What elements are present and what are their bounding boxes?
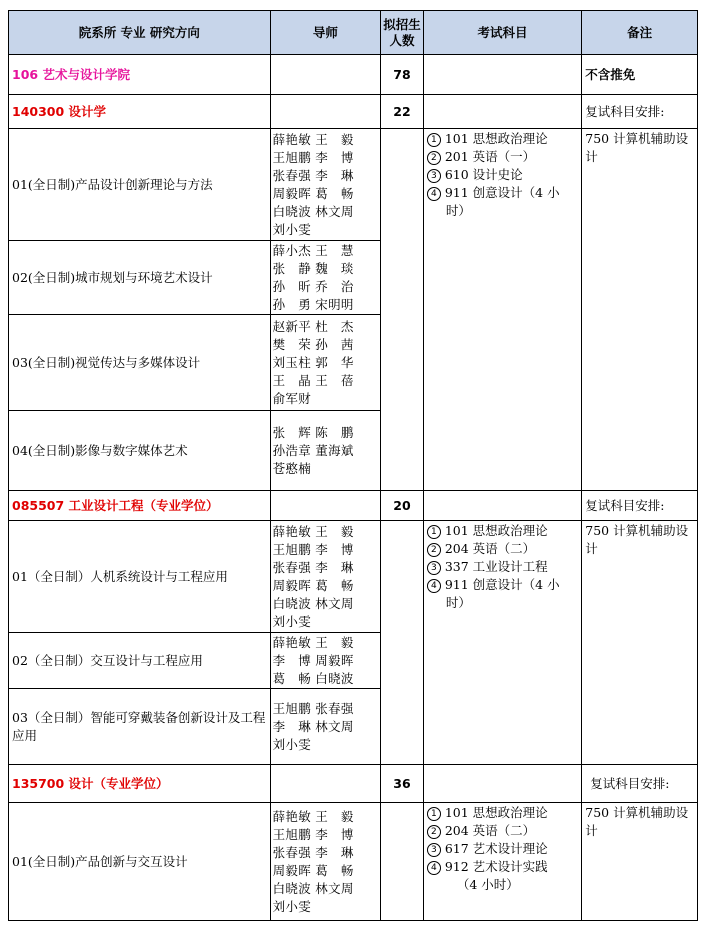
direction-name: 02(全日制)城市规划与环境艺术设计 xyxy=(9,241,271,315)
tutor-list xyxy=(270,411,380,491)
school-name: 106 艺术与设计学院 xyxy=(9,55,271,95)
header-notes: 备注 xyxy=(582,11,698,55)
tutor-line: 白晓波 林文周 xyxy=(272,203,354,219)
tutor-line: 孙 勇 宋明明 xyxy=(272,296,354,312)
tutor-line: 薛艳敏 王 毅 xyxy=(272,808,354,824)
subject-item xyxy=(427,822,578,840)
tutor-line: 张春强 李 琳 xyxy=(272,559,354,575)
exam-subjects xyxy=(423,803,581,921)
subject-text: 610 设计史论 xyxy=(444,167,523,182)
school-quota: 78 xyxy=(381,55,424,95)
subject-text: 911 创意设计（4 小 xyxy=(444,577,560,592)
header-quota xyxy=(381,11,424,55)
subject-text: 101 思想政治理论 xyxy=(444,131,548,146)
tutor-line: 赵新平 杜 杰 xyxy=(272,318,354,334)
subject-text: （4 小时） xyxy=(456,877,519,892)
major-tutor-empty xyxy=(270,765,380,803)
direction-row xyxy=(9,129,698,241)
subject-item-cont xyxy=(427,876,578,894)
tutor-list xyxy=(270,803,380,921)
tutor-list xyxy=(270,129,380,241)
tutor-line: 张 辉 陈 鹏 xyxy=(272,424,354,440)
quota-empty xyxy=(381,803,424,921)
tutor-line: 刘玉柱 郭 华 xyxy=(272,354,354,370)
major-tutor-empty xyxy=(270,491,380,521)
tutor-line: 薛艳敏 王 毅 xyxy=(272,634,354,650)
major-note: 复试科目安排: xyxy=(582,765,698,803)
tutor-line: 李 博 周毅晖 xyxy=(272,652,354,668)
subject-item xyxy=(427,522,578,540)
direction-row xyxy=(9,521,698,633)
tutor-line: 刘小雯 xyxy=(272,898,312,914)
tutor-line: 白晓波 林文周 xyxy=(272,880,354,896)
major-note: 复试科目安排: xyxy=(582,491,698,521)
subject-item xyxy=(427,804,578,822)
subject-item-cont xyxy=(427,594,578,612)
major-quota: 36 xyxy=(381,765,424,803)
circled-number: 2 xyxy=(427,825,441,839)
retest-subject: 750 计算机辅助设计 xyxy=(582,803,698,921)
exam-subjects xyxy=(423,521,581,765)
direction-name: 03(全日制)视觉传达与多媒体设计 xyxy=(9,315,271,411)
major-subjects-empty xyxy=(423,765,581,803)
major-quota: 20 xyxy=(381,491,424,521)
circled-number: 3 xyxy=(427,169,441,183)
direction-name: 01（全日制）人机系统设计与工程应用 xyxy=(9,521,271,633)
major-name: 085507 工业设计工程（专业学位） xyxy=(9,491,271,521)
header-tutor: 导师 xyxy=(270,11,380,55)
subject-text: 时） xyxy=(445,595,471,610)
tutor-line: 张春强 李 琳 xyxy=(272,844,354,860)
tutor-list xyxy=(270,633,380,689)
major-row xyxy=(9,765,698,803)
quota-empty xyxy=(381,521,424,765)
major-name: 140300 设计学 xyxy=(9,95,271,129)
circled-number: 4 xyxy=(427,579,441,593)
tutor-list xyxy=(270,521,380,633)
direction-name: 01(全日制)产品创新与交互设计 xyxy=(9,803,271,921)
tutor-line: 王旭鹏 张春强 xyxy=(272,700,354,716)
tutor-line: 薛艳敏 王 毅 xyxy=(272,523,354,539)
subject-text: 时） xyxy=(445,203,471,218)
subject-text: 101 思想政治理论 xyxy=(444,805,548,820)
direction-row xyxy=(9,803,698,921)
header-department: 院系所 专业 研究方向 xyxy=(9,11,271,55)
subject-item xyxy=(427,184,578,202)
major-quota: 22 xyxy=(381,95,424,129)
tutor-line: 孙浩章 董海斌 xyxy=(272,442,354,458)
tutor-list xyxy=(270,241,380,315)
tutor-line: 俞军财 xyxy=(272,390,312,406)
major-tutor-empty xyxy=(270,95,380,129)
direction-name: 03（全日制）智能可穿戴装备创新设计及工程应用 xyxy=(9,689,271,765)
tutor-line: 薛小杰 王 慧 xyxy=(272,242,354,258)
exam-subjects xyxy=(423,129,581,491)
subject-item xyxy=(427,540,578,558)
circled-number: 2 xyxy=(427,151,441,165)
admissions-table xyxy=(8,10,698,921)
tutor-line: 周毅晖 葛 畅 xyxy=(272,862,354,878)
subject-text: 204 英语（二） xyxy=(444,541,536,556)
circled-number: 4 xyxy=(427,187,441,201)
circled-number: 1 xyxy=(427,807,441,821)
circled-number: 2 xyxy=(427,543,441,557)
tutor-list xyxy=(270,315,380,411)
tutor-line: 张 静 魏 琰 xyxy=(272,260,354,276)
major-row xyxy=(9,95,698,129)
school-tutor-empty xyxy=(270,55,380,95)
major-subjects-empty xyxy=(423,491,581,521)
major-subjects-empty xyxy=(423,95,581,129)
tutor-line: 王 晶 王 蓓 xyxy=(272,372,354,388)
school-subjects-empty xyxy=(423,55,581,95)
tutor-line: 刘小雯 xyxy=(272,736,312,752)
tutor-list xyxy=(270,689,380,765)
tutor-line: 王旭鹏 李 博 xyxy=(272,826,354,842)
subject-item xyxy=(427,840,578,858)
subject-text: 617 艺术设计理论 xyxy=(444,841,548,856)
subject-item xyxy=(427,576,578,594)
header-quota-line1: 拟招生 xyxy=(383,16,421,32)
tutor-line: 张春强 李 琳 xyxy=(272,167,354,183)
subject-item xyxy=(427,130,578,148)
subject-text: 912 艺术设计实践 xyxy=(444,859,548,874)
subject-item-cont xyxy=(427,202,578,220)
subject-item xyxy=(427,166,578,184)
tutor-line: 白晓波 林文周 xyxy=(272,595,354,611)
subject-text: 204 英语（二） xyxy=(444,823,536,838)
major-row xyxy=(9,491,698,521)
direction-name: 04(全日制)影像与数字媒体艺术 xyxy=(9,411,271,491)
subject-text: 201 英语（一） xyxy=(444,149,536,164)
header-subjects: 考试科目 xyxy=(423,11,581,55)
circled-number: 1 xyxy=(427,133,441,147)
tutor-line: 李 琳 林文周 xyxy=(272,718,354,734)
direction-name: 02（全日制）交互设计与工程应用 xyxy=(9,633,271,689)
tutor-line: 薛艳敏 王 毅 xyxy=(272,131,354,147)
tutor-line: 葛 畅 白晓波 xyxy=(272,670,354,686)
direction-name: 01(全日制)产品设计创新理论与方法 xyxy=(9,129,271,241)
tutor-line: 王旭鹏 李 博 xyxy=(272,541,354,557)
table-header-row xyxy=(9,11,698,55)
circled-number: 4 xyxy=(427,861,441,875)
subject-item xyxy=(427,148,578,166)
retest-subject: 750 计算机辅助设计 xyxy=(582,521,698,765)
retest-subject: 750 计算机辅助设计 xyxy=(582,129,698,491)
circled-number: 1 xyxy=(427,525,441,539)
tutor-line: 孙 昕 乔 治 xyxy=(272,278,354,294)
subject-item xyxy=(427,858,578,876)
subject-text: 911 创意设计（4 小 xyxy=(444,185,560,200)
subject-text: 337 工业设计工程 xyxy=(444,559,548,574)
subject-item xyxy=(427,558,578,576)
tutor-line: 周毅晖 葛 畅 xyxy=(272,185,354,201)
quota-empty xyxy=(381,129,424,491)
circled-number: 3 xyxy=(427,843,441,857)
header-quota-line2: 人数 xyxy=(389,32,415,48)
tutor-line: 刘小雯 xyxy=(272,221,312,237)
subject-text: 101 思想政治理论 xyxy=(444,523,548,538)
tutor-line: 樊 荣 孙 茜 xyxy=(272,336,354,352)
school-note: 不含推免 xyxy=(582,55,698,95)
tutor-line: 苍憨楠 xyxy=(272,460,312,476)
circled-number: 3 xyxy=(427,561,441,575)
school-row xyxy=(9,55,698,95)
tutor-line: 王旭鹏 李 博 xyxy=(272,149,354,165)
major-note: 复试科目安排: xyxy=(582,95,698,129)
tutor-line: 周毅晖 葛 畅 xyxy=(272,577,354,593)
major-name: 135700 设计（专业学位） xyxy=(9,765,271,803)
tutor-line: 刘小雯 xyxy=(272,613,312,629)
